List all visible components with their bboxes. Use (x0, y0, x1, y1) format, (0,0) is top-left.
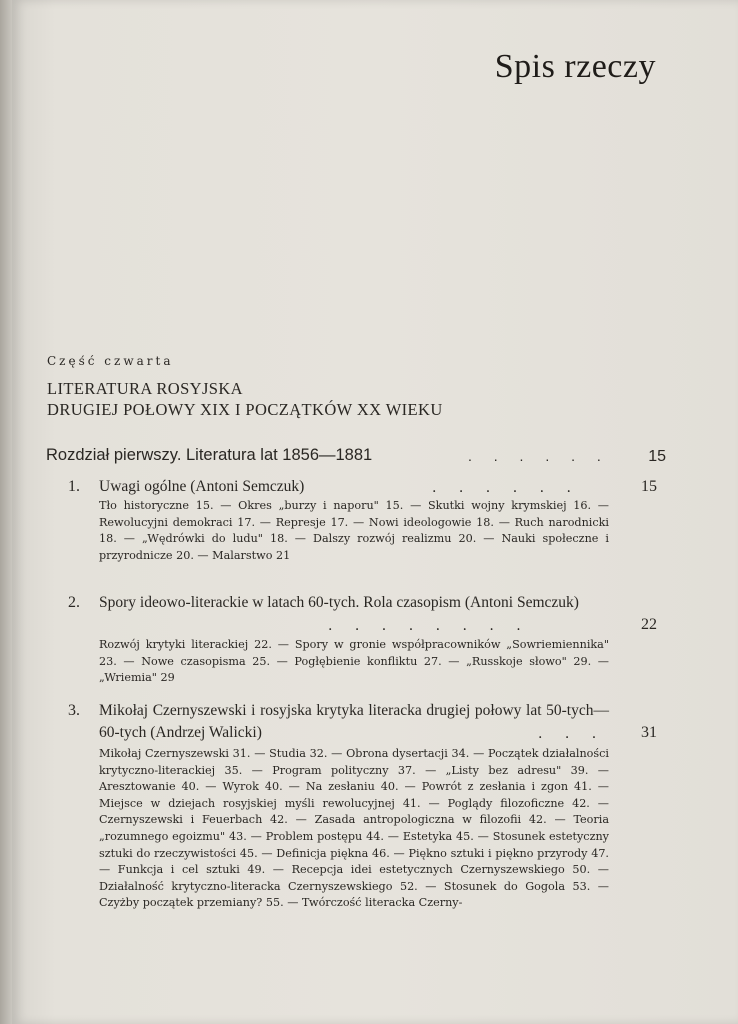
part-title-line1: LITERATURA ROSYJSKA (47, 379, 243, 398)
section-number: 1. (68, 478, 80, 495)
toc-section-1 (68, 476, 668, 590)
section-page-number: 15 (641, 478, 657, 495)
book-spine-shadow (0, 0, 12, 1024)
section-page-number: 22 (641, 616, 657, 633)
section-details: Rozwój krytyki literackiej 22. — Spory w gronie współpracowników „Sowriemiennika" 23. — Nowe czasopisma 25. — Pogłębienie konfliktu 27. — „Russkoje słowo" 29. — „Wriemia" 29 (99, 638, 609, 685)
section-heading (99, 592, 609, 614)
chapter-leader-dots: . . . . . . (468, 448, 610, 464)
toc-section-2 (68, 592, 668, 692)
section-leader-dots: . . . . . . (432, 480, 580, 496)
part-title-line2: DRUGIEJ POŁOWY XIX I POCZĄTKÓW XX WIEKU (47, 400, 443, 419)
section-heading (99, 700, 609, 744)
book-page (12, 0, 738, 1024)
part-label: Część czwarta (47, 354, 174, 368)
section-heading-text: Uwagi ogólne (Antoni Semczuk) (99, 478, 305, 495)
section-heading-text: Spory ideowo-literackie w latach 60-tych. Rola czasopism (Antoni Semczuk) (99, 594, 579, 611)
section-page-number: 31 (641, 724, 657, 741)
part-title (47, 378, 443, 420)
chapter-page-number: 15 (648, 448, 666, 465)
page-title: Spis rzeczy (494, 48, 656, 85)
chapter-title: Rozdział pierwszy. Literatura lat 1856—1881 (46, 446, 373, 464)
section-number: 2. (68, 594, 80, 611)
section-leader-dots: . . . (538, 726, 606, 742)
chapter-entry (46, 446, 666, 465)
section-details: Tło historyczne 15. — Okres „burzy i naporu" 15. — Skutki wojny krymskiej 16. — Rewolucyjni demokraci 17. — Represje 17. — Nowi ideologowie 18. — Ruch narodnicki 18. — „Wędrówki do ludu" 18. — Dalszy rozwój realizmu 20. — Nauki społeczne i przyrodnicze 20. — Malarstwo 21 (99, 499, 609, 562)
section-heading-text: Mikołaj Czernyszewski i rosyjska krytyka literacka drugiej połowy lat 50-tych—60-tych (Andrzej Walicki) (99, 702, 609, 741)
section-leader-dots: . . . . . . . . (328, 618, 530, 634)
section-details: Mikołaj Czernyszewski 31. — Studia 32. — Obrona dysertacji 34. — Początek działalności krytyczno-literackiej 35. — Program polityczny 37. — „Listy bez adresu" 39. — Aresztowanie 40. — Wyrok 40. — Na zesłaniu 40. — Powrót z zesłania i zgon 41. — Miejsce w dziejach rosyjskiej myśli rewolucyjnej 41. — Poglądy filozoficzne 42. — Czernyszewski i Feuerbach 42. — Zasada antropologiczna w filozofii 42. — Teoria „rozumnego egoizmu" 43. — Problem postępu 44. — Estetyka 45. — Stosunek estetyczny sztuki do rzeczywistości 45. — Definicja piękna 46. — Piękno sztuki i piękno przyrody 47. — Funkcja i cel sztuki 49. — Recepcja idei estetycznych Czernyszewskiego 50. — Działalność krytyczno-literacka Czernyszewskiego 52. — Stosunek do Gogola 53. — Czyżby początek przemiany? 55. — Twórczość literacka Czerny- (99, 747, 609, 910)
toc-section-3 (68, 700, 668, 970)
section-number: 3. (68, 702, 80, 719)
